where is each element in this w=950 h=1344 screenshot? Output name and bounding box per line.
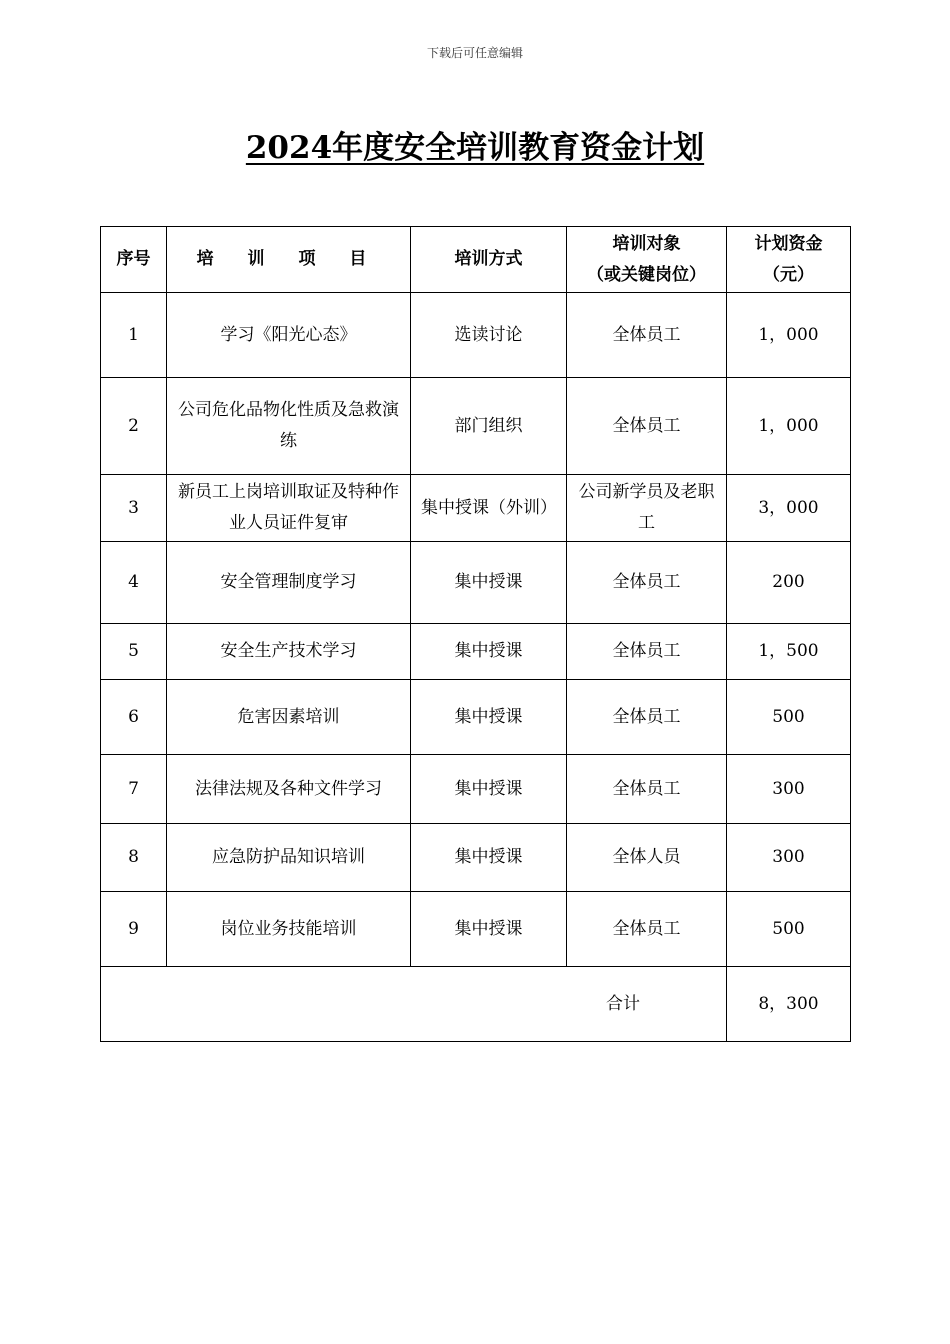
header-item-label: 培 训 项 目 bbox=[196, 249, 381, 269]
cell-item: 安全管理制度学习 bbox=[167, 542, 411, 624]
cell-target: 全体员工 bbox=[567, 293, 727, 378]
table-row bbox=[101, 624, 851, 680]
cell-target: 全体员工 bbox=[567, 542, 727, 624]
cell-target: 全体员工 bbox=[567, 378, 727, 475]
header-target-line2: （或关键岗位） bbox=[587, 264, 706, 285]
table-row bbox=[101, 542, 851, 624]
cell-fund: 500 bbox=[727, 680, 851, 755]
cell-fund: 1，500 bbox=[727, 624, 851, 680]
cell-no: 7 bbox=[101, 755, 167, 824]
cell-method: 集中授课 bbox=[411, 542, 567, 624]
cell-method: 集中授课（外训） bbox=[411, 475, 567, 542]
cell-no: 2 bbox=[101, 378, 167, 475]
cell-item: 新员工上岗培训取证及特种作业人员证件复审 bbox=[167, 475, 411, 542]
total-label: 合计 bbox=[101, 967, 727, 1042]
cell-item: 应急防护品知识培训 bbox=[167, 824, 411, 892]
cell-fund: 500 bbox=[727, 892, 851, 967]
table-row bbox=[101, 475, 851, 542]
cell-item: 安全生产技术学习 bbox=[167, 624, 411, 680]
table-header-row bbox=[101, 227, 851, 293]
cell-target: 全体人员 bbox=[567, 824, 727, 892]
table-row bbox=[101, 892, 851, 967]
cell-method: 集中授课 bbox=[411, 892, 567, 967]
table-row bbox=[101, 824, 851, 892]
table-total-row bbox=[101, 967, 851, 1042]
header-note: 下载后可任意编辑 bbox=[426, 46, 523, 60]
header-fund-line1: 计划资金 bbox=[754, 233, 823, 254]
cell-no: 4 bbox=[101, 542, 167, 624]
table-row bbox=[101, 293, 851, 378]
cell-item: 法律法规及各种文件学习 bbox=[167, 755, 411, 824]
cell-item: 危害因素培训 bbox=[167, 680, 411, 755]
total-fund: 8，300 bbox=[727, 967, 851, 1042]
header-fund-line2: （元） bbox=[763, 264, 814, 285]
cell-no: 8 bbox=[101, 824, 167, 892]
cell-no: 9 bbox=[101, 892, 167, 967]
cell-fund: 1，000 bbox=[727, 378, 851, 475]
document-title-text: 2024年度安全培训教育资金计划 bbox=[245, 130, 705, 166]
cell-fund: 300 bbox=[727, 755, 851, 824]
table-row bbox=[101, 680, 851, 755]
cell-target: 公司新学员及老职工 bbox=[567, 475, 727, 542]
header-fund bbox=[727, 227, 851, 293]
cell-item: 公司危化品物化性质及急救演练 bbox=[167, 378, 411, 475]
training-fund-table bbox=[100, 226, 851, 1042]
cell-method: 集中授课 bbox=[411, 624, 567, 680]
header-target-line1: 培训对象 bbox=[612, 233, 681, 254]
header-target bbox=[567, 227, 727, 293]
cell-no: 6 bbox=[101, 680, 167, 755]
cell-no: 3 bbox=[101, 475, 167, 542]
cell-no: 5 bbox=[101, 624, 167, 680]
cell-method: 部门组织 bbox=[411, 378, 567, 475]
document-title bbox=[0, 122, 950, 167]
cell-method: 集中授课 bbox=[411, 824, 567, 892]
cell-target: 全体员工 bbox=[567, 755, 727, 824]
cell-target: 全体员工 bbox=[567, 624, 727, 680]
cell-target: 全体员工 bbox=[567, 680, 727, 755]
table-row bbox=[101, 755, 851, 824]
cell-fund: 300 bbox=[727, 824, 851, 892]
cell-fund: 200 bbox=[727, 542, 851, 624]
cell-target: 全体员工 bbox=[567, 892, 727, 967]
header-no: 序号 bbox=[101, 227, 167, 293]
header-item bbox=[167, 227, 411, 293]
cell-no: 1 bbox=[101, 293, 167, 378]
cell-method: 选读讨论 bbox=[411, 293, 567, 378]
cell-fund: 3，000 bbox=[727, 475, 851, 542]
cell-method: 集中授课 bbox=[411, 755, 567, 824]
cell-method: 集中授课 bbox=[411, 680, 567, 755]
cell-item: 学习《阳光心态》 bbox=[167, 293, 411, 378]
table-row bbox=[101, 378, 851, 475]
cell-fund: 1，000 bbox=[727, 293, 851, 378]
header-method: 培训方式 bbox=[411, 227, 567, 293]
cell-item: 岗位业务技能培训 bbox=[167, 892, 411, 967]
